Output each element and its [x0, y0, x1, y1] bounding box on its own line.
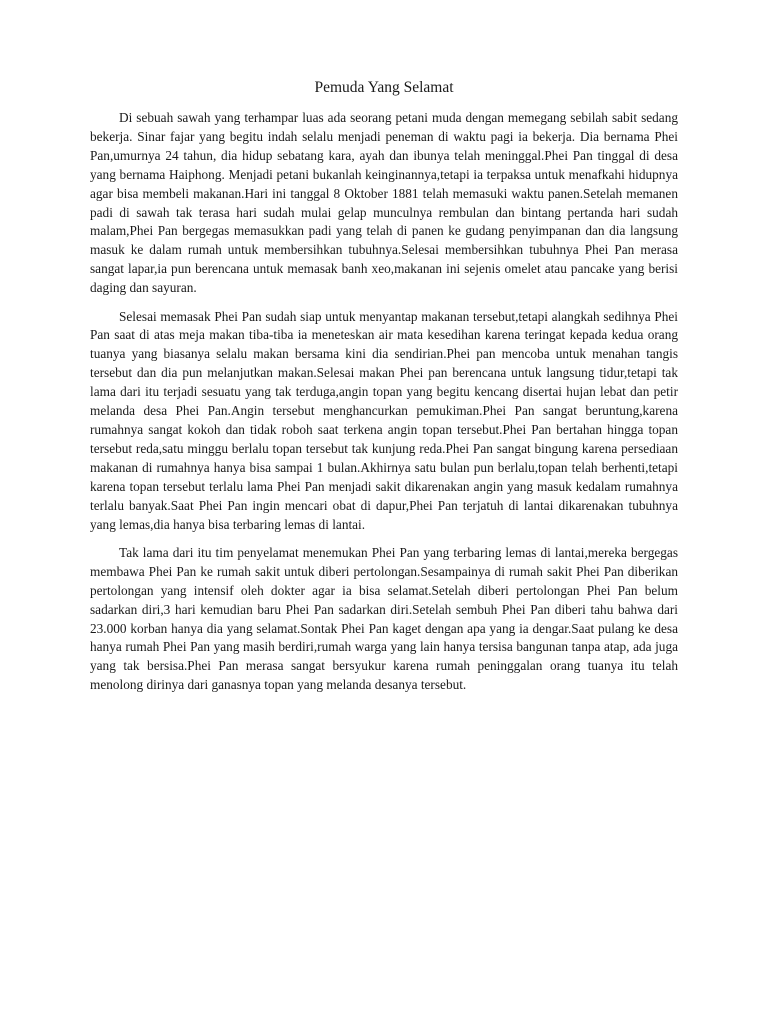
paragraph-2: Selesai memasak Phei Pan sudah siap untuk menyantap makanan tersebut,tetapi alangkah sedihnya Phei Pan saat di atas meja makan tiba-tiba ia meneteskan air mata kesedihan karena teringat kepada kedua orang tuanya yang biasanya selalu makan bersama kini dia sendirian.Phei pan mencoba untuk menahan tangis tersebut dan dia pun melanjutkan makan.Selesai makan Phei pan berencana untuk langsung tidur,tetapi tak lama dari itu terjadi sesuatu yang tak terduga,angin topan yang begitu kencang disertai hujan lebat dan petir melanda desa Phei Pan.Angin tersebut menghancurkan pemukiman.Phei Pan sangat beruntung,karena rumahnya sangat kokoh dan tidak roboh saat terkena angin topan tersebut.Phei Pan bertahan hingga topan tersebut reda,satu minggu berlalu topan tersebut tak kunjung reda.Phei Pan sangat bingung karena persediaan makanan di rumahnya hanya bisa sampai 1 bulan.Akhirnya satu bulan pun berlalu,topan telah berhenti,tetapi karena topan tersebut terlalu lama Phei Pan menjadi sakit dikarenakan angin yang masuk kedalam rumahnya terlalu banyak.Saat Phei Pan ingin mencari obat di dapur,Phei Pan terjatuh di lantai dikarenakan tubuhnya yang lemas,dia hanya bisa terbaring lemas di lantai. [90, 308, 678, 532]
paragraph-3: Tak lama dari itu tim penyelamat menemukan Phei Pan yang terbaring lemas di lantai,mereka bergegas membawa Phei Pan ke rumah sakit untuk diberi pertolongan.Sesampainya di rumah sakit Phei Pan diberikan pertolongan yang intensif oleh dokter agar ia bisa selamat.Setelah diberi pertolongan Phei Pan belum sadarkan diri,3 hari kemudian baru Phei Pan sadarkan diri.Setelah sembuh Phei Pan diberi tahu bahwa dari 23.000 korban hanya dia yang selamat.Sontak Phei Pan kaget dengan apa yang ia dengar.Saat pulang ke desa hanya rumah Phei Pan yang masih berdiri,rumah warga yang lain hanya tersisa bangunan tanpa atap, ada juga yang tak bersisa.Phei Pan merasa sangat bersyukur karena rumah peninggalan orang tuanya itu telah menolong dirinya dari ganasnya topan yang melanda desanya tersebut. [90, 544, 678, 693]
paragraph-1: Di sebuah sawah yang terhampar luas ada seorang petani muda dengan memegang sebilah sabit sedang bekerja. Sinar fajar yang begitu indah selalu menjadi peneman di waktu pagi ia bekerja. Dia bernama Phei Pan,umurnya 24 tahun, dia hidup sebatang kara, ayah dan ibunya telah meninggal.Phei Pan tinggal di desa yang bernama Haiphong. Menjadi petani bukanlah keinginannya,tetapi ia terpaksa untuk menafkahi hidupnya agar bisa membeli makanan.Hari ini tanggal 8 Oktober 1881 telah memasuki waktu panen.Setelah memanen padi di sawah tak terasa hari sudah mulai gelap munculnya rembulan dan bintang pertanda hari sudah malam,Phei Pan bergegas memasukkan padi yang telah di panen ke gudang penyimpanan dan dia langsung masuk ke dalam rumah untuk membersihkan tubuhnya.Selesai membersihkan tubuhnya Phei Pan merasa sangat lapar,ia pun berencana untuk memasak banh xeo,makanan ini sejenis omelet atau pancake yang berisi daging dan sayuran. [90, 110, 678, 296]
document-title: Pemuda Yang Selamat [314, 79, 454, 96]
document-body [90, 109, 678, 705]
